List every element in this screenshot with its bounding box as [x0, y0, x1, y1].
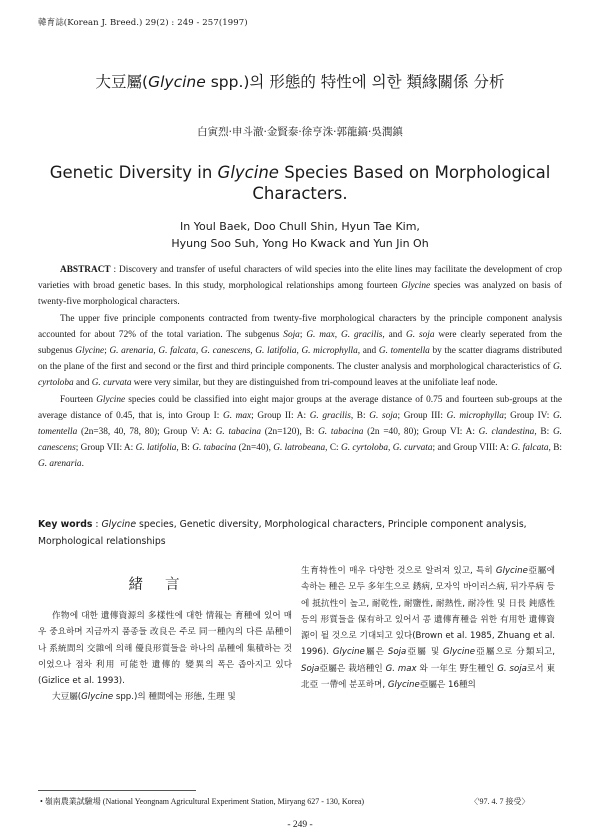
- species-name: G. cyrtoloba: [38, 362, 562, 389]
- species-name: G. gracilis: [341, 329, 383, 340]
- species-name: G. tabacina: [318, 427, 364, 438]
- intro-text: spp.)의 種間에는 形態, 生理 및: [113, 692, 236, 703]
- abstract-text: were clearly seperated from the subgenus: [38, 329, 562, 357]
- keywords: [38, 517, 562, 550]
- english-title-genus: Glycine: [217, 163, 279, 182]
- species-name: Glycine: [96, 394, 126, 405]
- abstract-text: species was analyzed on basis of twenty-five morphological characters.: [38, 281, 562, 308]
- abstract-paragraph-1: [38, 262, 562, 311]
- abstract-text: by the scatter diagrams distributed on the plane of the first and second or the first and third principle components. The cluster analysis and morphological characteristics of: [38, 346, 562, 373]
- intro-paragraph-1: 作物에 대한 遺傳資源의 多樣性에 대한 情報는 育種에 있어 매우 중요하며 지금까지 품종들 改良은 주로 同一種內의 다른 品種이나 系統間의 交雜에 의해 優良形質들을 하나의 品種에 集積하는 것이었으나 점차 利用 可能한 遺傳的 變異의 폭은 좁아지고 있다(Gizlice et al. 1993).: [38, 611, 292, 687]
- body-text: 生育特性이 매우 다양한 것으로 알려져 있고, 특히: [301, 566, 496, 576]
- abstract-text: The upper five principle components contracted from twenty-five morphological characters by the principle component analysis accounted for about 72% of the total variation. The subgenus: [38, 313, 562, 340]
- abstract-text: and: [360, 346, 379, 357]
- body-text: 亞屬은 16種의: [419, 680, 476, 691]
- received-date: 〈'97. 4. 7 接受〉: [470, 797, 530, 806]
- species-name: G. latifolia: [135, 443, 177, 454]
- section-heading-introduction: 緒言: [128, 577, 202, 593]
- species-name: G. tomentella: [378, 346, 430, 357]
- english-authors-line2: Hyung Soo Suh, Yong Ho Kwack and Yun Jin Oh: [171, 237, 429, 250]
- body-text: 로서 東北亞 一帶에 분포하며,: [301, 663, 555, 691]
- species-name: G. tomentella: [38, 410, 562, 438]
- species-name: G. arenaria, G. falcata, G. canescens, G. latifolia, G. microphylla,: [109, 346, 361, 357]
- abstract-text: , B:: [176, 443, 193, 454]
- abstract-text: ; Group IV:: [503, 410, 553, 421]
- intro-text: 大豆屬(: [52, 692, 82, 703]
- species-name: G. soja: [406, 329, 435, 340]
- species-name: Glycine: [332, 647, 365, 658]
- species-name: G. soja: [497, 663, 527, 674]
- species-name: Glycine: [443, 647, 476, 658]
- abstract-label: ABSTRACT: [60, 265, 111, 275]
- species-name: G. microphylla: [446, 410, 504, 421]
- species-name: G. clandestina: [478, 427, 535, 438]
- species-name: G. latrobeana: [273, 443, 326, 454]
- abstract-text: , B:: [534, 427, 553, 438]
- footnote-affiliation: • 嶺南農業試驗場 (National Yeongnam Agricultural Experiment Station, Miryang 627 - 130, Korea): [40, 797, 365, 806]
- keywords-text: species, Genetic diversity, Morphological characters, Principle component analysis, Morphological relationships: [38, 519, 527, 547]
- abstract-text: .: [81, 459, 84, 470]
- korean-authors: 白寅烈·申斗澈·金賢泰·徐亨洙·郭龍鎬·吳潤鎮: [197, 126, 403, 138]
- species-name: G. max: [222, 410, 252, 421]
- english-title-prefix: Genetic Diversity in: [49, 163, 218, 182]
- english-title-suffix: Species Based on Morphological Characters.: [252, 163, 551, 203]
- abstract-text: ; Group VII: A:: [75, 443, 136, 454]
- species-name: Glycine: [101, 519, 137, 530]
- species-name: G. max: [385, 663, 417, 674]
- body-text: 屬은: [364, 647, 388, 658]
- species-name: G. arenaria: [38, 459, 82, 470]
- korean-title-suffix: spp.)의 形態的 特性에 의한 類緣關係 分析: [205, 73, 505, 91]
- keywords-label: Key words: [38, 519, 93, 530]
- species-name: Soja: [283, 329, 300, 340]
- abstract-text: , B:: [350, 410, 370, 421]
- species-name: G. gracilis: [309, 410, 351, 421]
- abstract-text: : Discovery and transfer of useful characters of wild species into the elite lines may facilitate the development of crop varieties with broad genetic bases. In this study, morphological relationships among fourteen: [38, 265, 562, 292]
- abstract-text: ; and Group VIII: A:: [432, 443, 512, 454]
- korean-title-genus: Glycine: [148, 73, 206, 91]
- intro-paragraph-2: [38, 689, 292, 705]
- abstract-text: ; Group II: A:: [251, 410, 310, 421]
- journal-header: 韓育誌(Korean J. Breed.) 29(2) : 249 - 257(1997): [38, 18, 248, 28]
- abstract-text: (2n=40),: [236, 443, 274, 454]
- species-name: Glycine: [401, 281, 431, 292]
- species-name: G. canescens: [38, 427, 562, 454]
- species-name: Glycine: [387, 680, 420, 691]
- body-text: 亞屬으로 分類되고,: [475, 647, 555, 658]
- species-name: G. max: [306, 329, 335, 340]
- right-column-paragraph: [301, 563, 555, 693]
- species-name: G. curvata: [91, 378, 132, 389]
- species-name: G. soja: [369, 410, 398, 421]
- left-column-body: [38, 608, 292, 706]
- abstract-text: species could be classified into eight major groups at the average distance of 0.75 and fourteen sub-groups at the average distance of 0.45, that is, into Group I:: [38, 394, 562, 421]
- body-text: 亞屬에 속하는 種은 모두 多年生으로 銹病, 모자익 바이러스病, 뒤가루病 등에 抵抗性이 높고, 耐乾性, 耐鹽性, 耐熱性, 耐冷性 및 日長 鈍感性 등의 形質들을 保有하고 있어서 콩 遺傳育種을 위한 有用한 遺傳資源이 될 것으로 기대되고 있다(Brown et al. 1985, Zhuang et al. 1996).: [301, 566, 555, 658]
- species-name: G. tabacina: [192, 443, 237, 454]
- page-number: - 249 -: [287, 820, 313, 830]
- abstract-paragraph-3: [38, 392, 562, 473]
- abstract-text: , and: [382, 329, 407, 340]
- right-column-body: [301, 563, 555, 693]
- body-text: 亞屬은 栽培種인: [319, 663, 386, 674]
- abstract-text: ; Group III:: [397, 410, 447, 421]
- abstract-text: (2n=120), B:: [261, 427, 319, 438]
- english-authors: [40, 218, 560, 252]
- abstract-paragraph-2: [38, 311, 562, 392]
- korean-title-prefix: 大豆屬(: [95, 73, 149, 91]
- species-name: Soja: [301, 663, 320, 674]
- english-title: [40, 162, 560, 204]
- abstract-text: ;: [299, 329, 307, 340]
- body-text: 亞屬 및: [406, 647, 444, 658]
- keywords-text: :: [92, 519, 102, 530]
- species-name: G. tabacina: [215, 427, 262, 438]
- abstract-text: , C:: [325, 443, 341, 454]
- abstract-text: ;: [104, 346, 110, 357]
- korean-title: [0, 70, 600, 92]
- abstract: [38, 262, 562, 473]
- footnote-rule: [38, 790, 196, 791]
- abstract-text: and: [73, 378, 92, 389]
- english-authors-line1: In Youl Baek, Doo Chull Shin, Hyun Tae Kim,: [180, 220, 420, 233]
- species-name: Glycine: [75, 346, 105, 357]
- abstract-text: were very similar, but they are distinguished from tri-compound leaves at the unifoliate leaf node.: [131, 378, 498, 389]
- species-name: G. falcata: [511, 443, 549, 454]
- abstract-text: ,: [334, 329, 342, 340]
- abstract-text: , B:: [548, 443, 562, 454]
- abstract-text: Fourteen: [60, 394, 97, 405]
- species-name: G. cyrtoloba, G. curvata: [340, 443, 433, 454]
- species-name: Soja: [387, 647, 407, 658]
- abstract-text: (2n=38, 40, 78, 80); Group V: A:: [77, 427, 216, 438]
- species-name: Glycine: [81, 692, 114, 703]
- body-text: 와 一年生 野生種인: [416, 663, 498, 674]
- species-name: Glycine: [495, 566, 528, 576]
- abstract-text: (2n =40, 80); Group VI: A:: [363, 427, 479, 438]
